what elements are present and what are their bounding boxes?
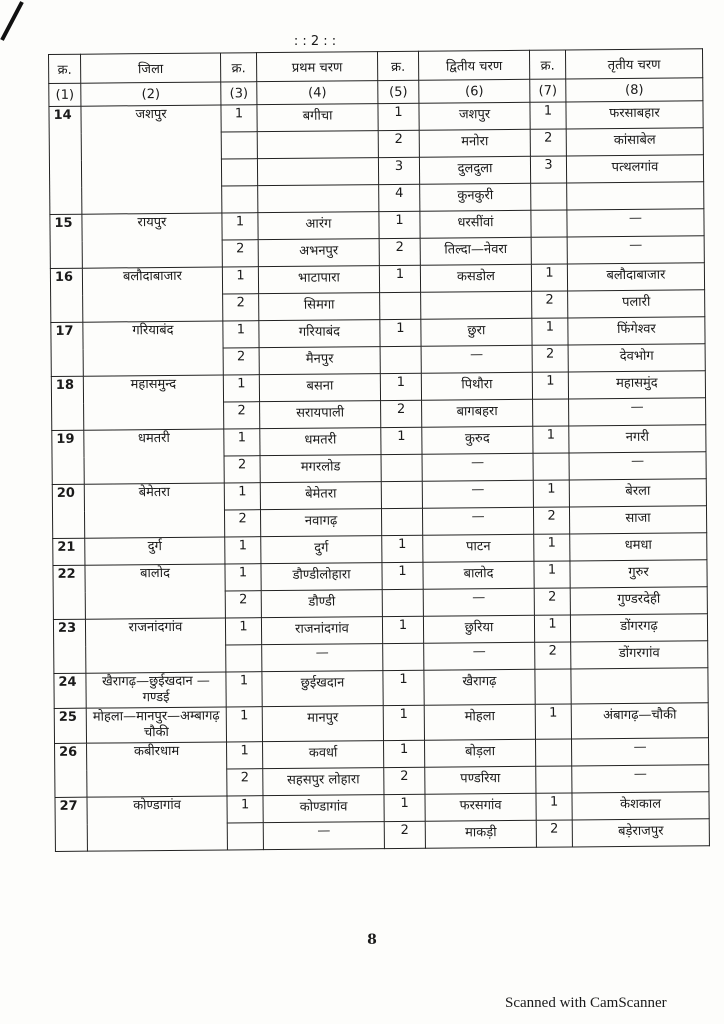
phase1-block: मानपुर bbox=[262, 706, 383, 742]
phase-table bbox=[48, 48, 710, 852]
phase1-sn: 1 bbox=[223, 375, 259, 402]
phase2-sn: 1 bbox=[378, 103, 419, 130]
phase3-sn: 2 bbox=[535, 642, 571, 669]
phase3-block: केशकाल bbox=[572, 792, 709, 820]
phase1-sn: 1 bbox=[226, 672, 262, 707]
phase2-sn bbox=[383, 643, 424, 670]
phase1-block: गरियाबंद bbox=[259, 320, 380, 348]
phase3-block: बड़ेराजपुर bbox=[572, 819, 709, 847]
phase1-sn: 2 bbox=[224, 510, 260, 537]
phase3-block: महासमुंद bbox=[568, 371, 705, 399]
phase3-block: साजा bbox=[569, 506, 706, 534]
phase3-block: कांसाबेल bbox=[566, 128, 703, 156]
district-serial: 19 bbox=[52, 430, 84, 484]
phase1-block: भाटापारा bbox=[258, 266, 379, 294]
phase1-block: धमतरी bbox=[260, 428, 381, 456]
district-serial: 24 bbox=[54, 673, 86, 708]
phase3-sn: 2 bbox=[530, 129, 566, 156]
district-name: बेमेतरा bbox=[84, 483, 224, 538]
phase1-sn: 1 bbox=[225, 618, 261, 645]
header-cell: जिला bbox=[81, 53, 221, 83]
phase3-sn: 2 bbox=[534, 588, 570, 615]
phase3-sn bbox=[536, 766, 572, 793]
phase2-sn: 1 bbox=[382, 616, 423, 643]
phase1-block: नवागढ़ bbox=[260, 509, 381, 537]
phase3-sn: 2 bbox=[533, 507, 569, 534]
phase1-block: कोण्डागांव bbox=[263, 795, 384, 823]
phase3-sn: 1 bbox=[535, 704, 571, 739]
phase2-sn: 1 bbox=[382, 562, 423, 589]
phase2-block: माकड़ी bbox=[425, 820, 536, 848]
phase1-block: मगरलोड bbox=[260, 455, 381, 483]
phase3-block: बलौदाबाजार bbox=[567, 263, 704, 291]
phase2-block: छुरा bbox=[421, 318, 532, 346]
column-number: (5) bbox=[378, 80, 419, 103]
phase3-sn: 1 bbox=[531, 264, 567, 291]
phase3-block: डोंगरगांव bbox=[571, 641, 708, 669]
phase1-block: बेमेतरा bbox=[260, 482, 381, 510]
phase2-sn bbox=[381, 481, 422, 508]
phase1-sn: 1 bbox=[225, 537, 261, 564]
phase1-sn: 2 bbox=[223, 348, 259, 375]
phase3-block: डोंगरगढ़ bbox=[570, 614, 707, 642]
table-row bbox=[54, 668, 708, 709]
phase2-sn: 2 bbox=[384, 767, 425, 794]
phase1-block: दुर्ग bbox=[261, 536, 382, 564]
phase3-block: पलारी bbox=[568, 290, 705, 318]
phase1-sn: 2 bbox=[224, 456, 260, 483]
phase1-sn: 1 bbox=[221, 105, 257, 132]
phase3-sn: 1 bbox=[533, 426, 569, 453]
phase3-sn: 2 bbox=[532, 345, 568, 372]
phase2-block: बोड़ला bbox=[425, 739, 536, 767]
header-cell: तृतीय चरण bbox=[565, 49, 702, 79]
header-cell: क्र. bbox=[377, 51, 418, 80]
phase3-sn: 1 bbox=[534, 534, 570, 561]
district-serial: 15 bbox=[50, 214, 82, 268]
district-name: रायपुर bbox=[82, 213, 222, 268]
phase2-block: तिल्दा—नेवरा bbox=[420, 237, 531, 265]
phase2-block: मनोरा bbox=[419, 129, 530, 157]
corner-pen-mark bbox=[0, 0, 40, 50]
phase1-sn: 1 bbox=[225, 564, 261, 591]
phase2-block: — bbox=[424, 642, 535, 670]
phase2-sn: 1 bbox=[383, 705, 424, 740]
phase2-sn: 1 bbox=[380, 319, 421, 346]
phase3-sn: 1 bbox=[534, 615, 570, 642]
phase2-sn: 2 bbox=[378, 130, 419, 157]
phase3-sn: 1 bbox=[534, 561, 570, 588]
table-body bbox=[49, 101, 709, 852]
phase1-block: सरायपाली bbox=[260, 401, 381, 429]
district-serial: 18 bbox=[51, 376, 83, 430]
phase3-block: धमधा bbox=[570, 533, 707, 561]
phase3-block: पत्थलगांव bbox=[566, 155, 703, 183]
phase2-block: खैरागढ़ bbox=[424, 669, 535, 705]
phase2-block: मोहला bbox=[424, 704, 535, 740]
phase3-block: नगरी bbox=[569, 425, 706, 453]
phase2-sn: 1 bbox=[381, 427, 422, 454]
phase2-sn: 2 bbox=[379, 238, 420, 265]
phase1-block: अभनपुर bbox=[258, 239, 379, 267]
phase2-block: छुरिया bbox=[423, 615, 534, 643]
district-name: जशपुर bbox=[81, 105, 222, 214]
phase3-sn: 1 bbox=[532, 318, 568, 345]
phase3-block: — bbox=[567, 236, 704, 264]
phase1-block: छुईखदान bbox=[262, 671, 383, 707]
district-serial: 17 bbox=[51, 322, 83, 376]
phase1-sn: 1 bbox=[224, 429, 260, 456]
district-name: कबीरधाम bbox=[87, 742, 227, 797]
phase3-block: देवभोग bbox=[568, 344, 705, 372]
phase3-block: फिंगेश्वर bbox=[568, 317, 705, 345]
phase1-sn: 1 bbox=[224, 483, 260, 510]
phase3-block: गुण्डरदेही bbox=[570, 587, 707, 615]
district-name: दुर्ग bbox=[85, 537, 225, 565]
phase1-sn: 2 bbox=[227, 769, 263, 796]
phase2-block: जशपुर bbox=[419, 102, 530, 130]
column-number: (8) bbox=[566, 78, 703, 102]
phase1-block: बसना bbox=[259, 374, 380, 402]
column-number: (7) bbox=[530, 79, 566, 102]
phase2-sn: 2 bbox=[381, 400, 422, 427]
phase3-sn bbox=[531, 237, 567, 264]
phase3-block: गुरुर bbox=[570, 560, 707, 588]
phase3-sn bbox=[535, 739, 571, 766]
district-serial: 22 bbox=[53, 565, 85, 619]
phase1-sn: 1 bbox=[222, 267, 258, 294]
district-name: राजनांदगांव bbox=[85, 618, 225, 673]
phase2-sn bbox=[380, 346, 421, 373]
phase2-sn bbox=[380, 292, 421, 319]
district-serial: 26 bbox=[55, 743, 87, 797]
phase1-sn bbox=[221, 159, 257, 186]
phase2-block: फरसगांव bbox=[425, 793, 536, 821]
phase2-sn bbox=[381, 508, 422, 535]
header-cell: क्र. bbox=[49, 54, 81, 83]
phase3-block: — bbox=[569, 452, 706, 480]
phase1-sn bbox=[227, 823, 263, 850]
phase2-block: बालोद bbox=[423, 561, 534, 589]
phase1-sn: 1 bbox=[227, 796, 263, 823]
district-serial: 16 bbox=[50, 268, 82, 322]
phase3-block bbox=[567, 182, 704, 210]
phase1-sn: 2 bbox=[222, 240, 258, 267]
phase3-sn bbox=[531, 210, 567, 237]
column-number: (3) bbox=[221, 82, 257, 105]
district-serial: 20 bbox=[52, 484, 84, 538]
phase1-sn: 1 bbox=[227, 742, 263, 769]
phase2-block: कुनकुरी bbox=[420, 183, 531, 211]
phase2-sn bbox=[382, 589, 423, 616]
phase3-sn bbox=[533, 453, 569, 480]
district-serial: 14 bbox=[49, 106, 82, 214]
phase1-sn bbox=[221, 132, 257, 159]
phase1-sn: 1 bbox=[226, 707, 262, 742]
phase2-block: — bbox=[421, 345, 532, 373]
column-number: (6) bbox=[419, 79, 530, 103]
phase1-block: कवर्धा bbox=[263, 741, 384, 769]
column-number: (4) bbox=[257, 81, 378, 105]
district-serial: 23 bbox=[53, 619, 85, 673]
phase3-sn: 2 bbox=[532, 291, 568, 318]
phase3-sn bbox=[531, 183, 567, 210]
phase3-sn: 1 bbox=[533, 480, 569, 507]
phase2-block: पाटन bbox=[423, 534, 534, 562]
header-cell: क्र. bbox=[529, 50, 565, 79]
district-name: बलौदाबाजार bbox=[82, 267, 222, 322]
header-cell: क्र. bbox=[220, 53, 256, 82]
phase3-block: — bbox=[569, 398, 706, 426]
phase2-sn: 1 bbox=[380, 373, 421, 400]
phase3-block: — bbox=[571, 738, 708, 766]
phase1-sn: 2 bbox=[224, 402, 260, 429]
phase3-sn bbox=[535, 669, 571, 704]
district-name: धमतरी bbox=[84, 429, 224, 484]
phase2-sn: 1 bbox=[379, 211, 420, 238]
phase2-sn: 1 bbox=[383, 670, 424, 705]
phase1-sn: 2 bbox=[223, 294, 259, 321]
district-name: महासमुन्द bbox=[83, 375, 223, 430]
page-header: : : 2 : : bbox=[293, 34, 337, 49]
phase2-sn: 1 bbox=[384, 740, 425, 767]
phase1-block: सिमगा bbox=[259, 293, 380, 321]
phase1-sn: 1 bbox=[223, 321, 259, 348]
phase2-block: पण्डरिया bbox=[425, 766, 536, 794]
phase2-sn: 2 bbox=[384, 821, 425, 848]
scanner-watermark: Scanned with CamScanner bbox=[505, 995, 667, 1011]
page-number: 8 bbox=[367, 932, 377, 948]
phase2-block: कसडोल bbox=[420, 264, 531, 292]
phase1-sn bbox=[222, 186, 258, 213]
phase3-block bbox=[571, 668, 708, 704]
header-cell: प्रथम चरण bbox=[256, 52, 377, 82]
phase3-sn: 3 bbox=[530, 156, 566, 183]
phase2-block: कुरुद bbox=[422, 426, 533, 454]
phase1-sn bbox=[226, 645, 262, 672]
phase3-sn bbox=[533, 399, 569, 426]
phase3-block: फरसाबहार bbox=[566, 101, 703, 129]
column-number: (2) bbox=[81, 82, 221, 106]
phase3-block: — bbox=[567, 209, 704, 237]
phase3-block: बेरला bbox=[569, 479, 706, 507]
phase2-sn: 4 bbox=[379, 184, 420, 211]
phase2-block: पिथौरा bbox=[421, 372, 532, 400]
phase2-block: दुलदुला bbox=[419, 156, 530, 184]
phase2-sn bbox=[381, 454, 422, 481]
district-serial: 27 bbox=[55, 797, 87, 851]
phase2-sn: 1 bbox=[379, 265, 420, 292]
phase3-sn: 2 bbox=[536, 820, 572, 847]
header-cell: द्वितीय चरण bbox=[418, 50, 529, 80]
phase1-sn: 2 bbox=[225, 591, 261, 618]
phase3-sn: 1 bbox=[536, 793, 572, 820]
phase1-block: आरंग bbox=[258, 212, 379, 240]
phase3-sn: 1 bbox=[532, 372, 568, 399]
phase1-block bbox=[257, 131, 378, 159]
phase1-block bbox=[258, 185, 379, 213]
phase3-block: — bbox=[572, 765, 709, 793]
district-name: मोहला—मानपुर—अम्बागढ़ चौकी bbox=[86, 707, 226, 743]
phase1-block: बगीचा bbox=[257, 104, 378, 132]
phase2-block: बागबहरा bbox=[422, 399, 533, 427]
phase2-block: — bbox=[422, 507, 533, 535]
phase1-block bbox=[257, 158, 378, 186]
phase2-block: — bbox=[423, 588, 534, 616]
phase2-sn: 3 bbox=[378, 157, 419, 184]
district-serial: 21 bbox=[53, 538, 85, 565]
phase1-block: सहसपुर लोहारा bbox=[263, 768, 384, 796]
district-name: बालोद bbox=[85, 564, 225, 619]
phase2-block bbox=[421, 291, 532, 319]
table-row bbox=[54, 703, 708, 744]
phase1-block: डौण्डीलोहारा bbox=[261, 563, 382, 591]
phase1-block: — bbox=[262, 644, 383, 672]
phase2-block: — bbox=[422, 453, 533, 481]
phase1-block: डौण्डी bbox=[261, 590, 382, 618]
phase2-sn: 1 bbox=[382, 535, 423, 562]
phase2-block: धरसींवां bbox=[420, 210, 531, 238]
phase3-block: अंबागढ़—चौकी bbox=[571, 703, 708, 739]
phase1-block: — bbox=[263, 822, 384, 850]
phase2-sn: 1 bbox=[384, 794, 425, 821]
phase1-block: मैनपुर bbox=[259, 347, 380, 375]
phase1-sn: 1 bbox=[222, 213, 258, 240]
phase1-block: राजनांदगांव bbox=[261, 617, 382, 645]
district-serial: 25 bbox=[54, 708, 86, 743]
phase2-block: — bbox=[422, 480, 533, 508]
district-name: खैरागढ़—छुईखदान —गण्डई bbox=[86, 672, 226, 708]
column-number: (1) bbox=[49, 83, 81, 106]
district-name: गरियाबंद bbox=[83, 321, 223, 376]
phase3-sn: 1 bbox=[530, 102, 566, 129]
district-name: कोण्डागांव bbox=[87, 796, 227, 851]
